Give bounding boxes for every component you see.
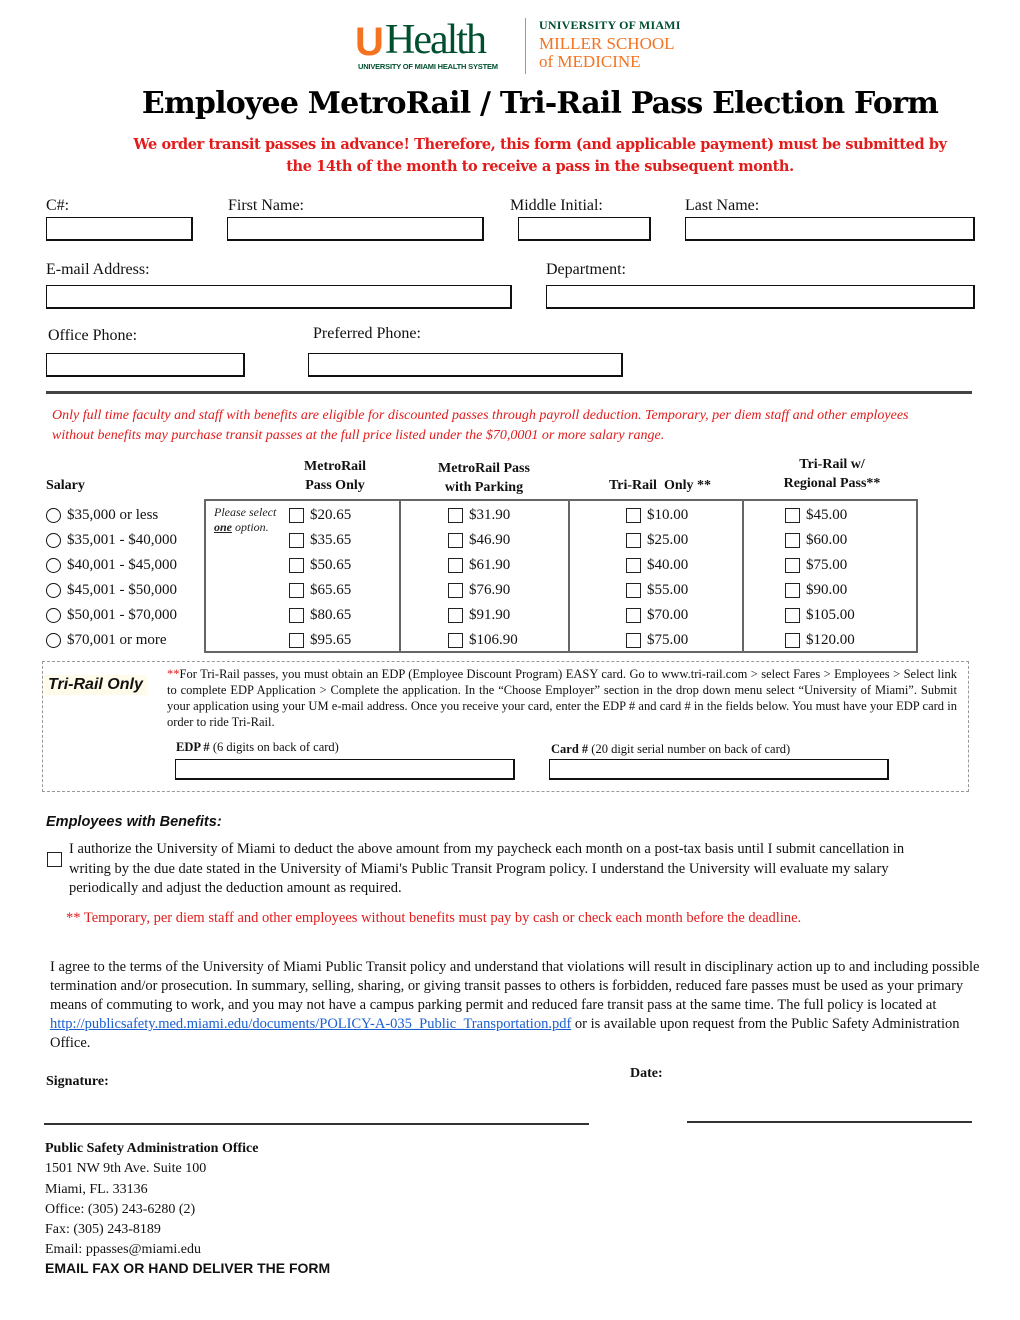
price-label: $80.65	[310, 606, 352, 623]
price-option[interactable]	[289, 505, 351, 525]
section-divider	[46, 391, 972, 394]
price-checkbox[interactable]	[289, 633, 304, 648]
col-header-line2: with Parking	[444, 480, 524, 495]
first-name-input[interactable]	[227, 217, 484, 241]
price-checkbox[interactable]	[626, 608, 641, 623]
price-label: $75.00	[806, 556, 848, 573]
trirail-asterisks: **	[167, 667, 180, 681]
u-logo-mark: U	[355, 20, 378, 64]
col-header-line2: Pass Only	[305, 478, 365, 493]
price-option[interactable]	[626, 530, 688, 550]
select-one-emphasis: one	[214, 520, 232, 534]
office-address-line2: Miami, FL. 33136	[45, 1181, 148, 1197]
price-label: $25.00	[647, 531, 689, 548]
price-option[interactable]	[448, 580, 510, 600]
card-label-rest: (20 digit serial number on back of card)	[588, 742, 791, 756]
payroll-authorization-text: I authorize the University of Miami to deduct the above amount from my paycheck each month on a post-tax basis until I submit cancellation in writing by the due date stated in the University of Miami's Public Transit Program policy. I understand the University will evaluate my salary periodically and adjust the deduction amount as required.	[69, 841, 905, 896]
price-checkbox[interactable]	[289, 508, 304, 523]
price-checkbox[interactable]	[289, 533, 304, 548]
select-one-hint	[214, 505, 276, 535]
price-option[interactable]	[289, 580, 351, 600]
logo-health-text: Health	[385, 17, 485, 63]
logo-medicine-text: of MEDICINE	[539, 52, 641, 71]
price-option[interactable]	[785, 605, 855, 625]
price-checkbox[interactable]	[289, 608, 304, 623]
trirail-only-tag: Tri-Rail Only	[44, 675, 147, 695]
select-one-hint-line1: Please select	[214, 505, 277, 519]
logo-miller-text: MILLER SCHOOL	[539, 34, 675, 53]
price-option[interactable]	[785, 580, 847, 600]
policy-link[interactable]: http://publicsafety.med.miami.edu/documents/POLICY-A-035_Public_Transportation.pdf	[50, 1016, 572, 1032]
price-checkbox[interactable]	[626, 583, 641, 598]
price-option[interactable]	[289, 630, 351, 650]
logo-health-system-text: UNIVERSITY OF MIAMI HEALTH SYSTEM	[358, 62, 498, 71]
price-label: $70.00	[647, 606, 689, 623]
policy-agreement-text-end: or is available upon request from the Public Safety Administration Office.	[50, 1016, 960, 1051]
price-label: $55.00	[647, 581, 689, 598]
col-header-metrorail-only	[270, 457, 400, 495]
price-label: $40.00	[647, 556, 689, 573]
select-one-hint-rest: option.	[232, 520, 269, 534]
office-fax: Fax: (305) 243-8189	[45, 1222, 161, 1238]
salary-option[interactable]	[46, 505, 158, 525]
price-option[interactable]	[448, 505, 510, 525]
price-checkbox[interactable]	[626, 633, 641, 648]
price-option[interactable]	[785, 530, 847, 550]
policy-agreement-text: I agree to the terms of the University of Miami Public Transit policy and understand that violations will result in disciplinary action up to and including possible termination and/or prosecution. In summary, selling, sharing, or giving transit passes to others is forbidden, reduced fare passes must be used as your primary means of commuting to work, and you may not have a campus parking permit and reduced fare transit pass at the same time. The full policy is located at	[50, 959, 980, 1013]
date-line[interactable]	[687, 1121, 972, 1123]
price-checkbox[interactable]	[785, 558, 800, 573]
department-label: Department:	[546, 261, 626, 278]
price-checkbox[interactable]	[626, 533, 641, 548]
price-checkbox[interactable]	[289, 583, 304, 598]
eligibility-notice: Only full time faculty and staff with benefits are eligible for discounted passes through payroll deduction. Temporary, per diem staff and other employees without benefits may purchase transit passes at the full price listed under the $70,0001 or more salary range.	[52, 408, 909, 443]
price-checkbox[interactable]	[448, 558, 463, 573]
column-divider	[568, 499, 570, 653]
salary-option-label: $35,000 or less	[67, 506, 159, 523]
office-phone-label: Office Phone:	[48, 327, 138, 344]
price-checkbox[interactable]	[448, 583, 463, 598]
price-option[interactable]	[785, 555, 847, 575]
salary-option[interactable]	[46, 605, 177, 625]
salary-option[interactable]	[46, 630, 167, 650]
price-checkbox[interactable]	[626, 558, 641, 573]
col-header-metrorail-parking	[414, 459, 554, 497]
salary-radio[interactable]	[46, 633, 61, 648]
col-header-trirail-only	[585, 457, 735, 495]
price-label: $31.90	[469, 506, 511, 523]
column-divider	[742, 499, 744, 653]
price-option[interactable]	[448, 605, 510, 625]
salary-radio[interactable]	[46, 558, 61, 573]
price-option[interactable]	[289, 555, 351, 575]
price-label: $10.00	[647, 506, 689, 523]
deadline-notice-line1: We order transit passes in advance! Therefore, this form (and applicable payment) must be submitted by	[133, 136, 947, 153]
price-checkbox[interactable]	[785, 508, 800, 523]
policy-agreement	[50, 958, 980, 1053]
price-checkbox[interactable]	[448, 533, 463, 548]
price-label: $75.00	[647, 631, 689, 648]
col-header-trirail-regional	[762, 455, 902, 493]
salary-option-label: $45,001 - $50,000	[67, 581, 177, 598]
price-label: $90.00	[806, 581, 848, 598]
office-name: Public Safety Administration Office	[45, 1141, 259, 1156]
price-label: $35.65	[310, 531, 352, 548]
benefits-heading: Employees with Benefits:	[46, 814, 222, 830]
office-phone-input[interactable]	[46, 353, 245, 377]
edp-label-rest: (6 digits on back of card)	[209, 740, 339, 754]
signature-line[interactable]	[44, 1123, 589, 1125]
price-option[interactable]	[626, 555, 688, 575]
last-name-input[interactable]	[685, 217, 975, 241]
col-header-line2: Regional Pass**	[783, 476, 881, 491]
price-label: $95.65	[310, 631, 352, 648]
edp-number-input[interactable]	[175, 759, 515, 780]
email-input[interactable]	[46, 285, 512, 309]
salary-radio[interactable]	[46, 508, 61, 523]
salary-radio[interactable]	[46, 583, 61, 598]
salary-header: Salary	[46, 478, 85, 493]
salary-option-label: $50,001 - $70,000	[67, 606, 177, 623]
department-input[interactable]	[546, 285, 975, 309]
col-header-line1: MetroRail	[304, 459, 366, 474]
office-email: Email: ppasses@miami.edu	[45, 1242, 201, 1258]
price-option[interactable]	[785, 505, 847, 525]
salary-option[interactable]	[46, 530, 177, 550]
salary-option-label: $40,001 - $45,000	[67, 556, 177, 573]
card-number-input[interactable]	[549, 759, 889, 780]
price-option[interactable]	[448, 630, 518, 650]
salary-radio[interactable]	[46, 608, 61, 623]
price-label: $91.90	[469, 606, 511, 623]
first-name-label: First Name:	[228, 197, 304, 214]
logo-divider	[525, 18, 526, 74]
price-option[interactable]	[448, 555, 510, 575]
price-label: $106.90	[469, 631, 518, 648]
date-label: Date:	[630, 1066, 663, 1081]
signature-label: Signature:	[46, 1074, 109, 1089]
column-divider	[399, 499, 401, 653]
logo-university-text: UNIVERSITY OF MIAMI	[539, 18, 681, 32]
price-label: $105.00	[806, 606, 855, 623]
price-label: $50.65	[310, 556, 352, 573]
price-option[interactable]	[626, 630, 688, 650]
price-option[interactable]	[289, 605, 351, 625]
price-checkbox[interactable]	[289, 558, 304, 573]
col-header-line1: Tri-Rail w/	[799, 457, 865, 472]
price-label: $76.90	[469, 581, 511, 598]
office-address-line1: 1501 NW 9th Ave. Suite 100	[45, 1161, 207, 1177]
price-label: $120.00	[806, 631, 855, 648]
salary-option-label: $70,001 or more	[67, 631, 167, 648]
price-checkbox[interactable]	[626, 508, 641, 523]
price-label: $65.65	[310, 581, 352, 598]
page-title: Employee MetroRail / Tri-Rail Pass Election Form	[141, 86, 939, 121]
salary-option-label: $35,001 - $40,000	[67, 531, 177, 548]
price-label: $20.65	[310, 506, 352, 523]
price-checkbox[interactable]	[448, 633, 463, 648]
c-number-input[interactable]	[46, 217, 193, 241]
price-label: $61.90	[469, 556, 511, 573]
temporary-staff-note: ** Temporary, per diem staff and other employees without benefits must pay by cash or check each month before the deadline.	[66, 910, 802, 926]
price-option[interactable]	[448, 530, 510, 550]
price-checkbox[interactable]	[448, 508, 463, 523]
preferred-phone-label: Preferred Phone:	[313, 325, 421, 342]
price-checkbox[interactable]	[785, 633, 800, 648]
middle-initial-input[interactable]	[518, 217, 651, 241]
price-label: $46.90	[469, 531, 511, 548]
price-option[interactable]	[626, 580, 688, 600]
office-contact-block	[45, 1139, 259, 1261]
price-checkbox[interactable]	[785, 533, 800, 548]
edp-label	[176, 740, 339, 755]
card-label-bold: Card #	[551, 742, 589, 756]
col-header-line1	[585, 457, 735, 476]
salary-radio[interactable]	[46, 533, 61, 548]
price-option[interactable]	[289, 530, 351, 550]
select-one-hint-line2	[214, 520, 276, 535]
um-health-logo	[355, 18, 695, 74]
price-checkbox[interactable]	[785, 583, 800, 598]
deadline-notice	[100, 134, 980, 178]
email-label: E-mail Address:	[46, 261, 150, 278]
deadline-notice-line2: the 14th of the month to receive a pass in the subsequent month.	[286, 158, 794, 175]
col-header-line1: MetroRail Pass	[438, 461, 530, 476]
c-number-label: C#:	[46, 197, 70, 214]
price-label: $60.00	[806, 531, 848, 548]
salary-option[interactable]	[46, 580, 177, 600]
salary-option[interactable]	[46, 555, 177, 575]
card-label	[551, 742, 790, 757]
price-checkbox[interactable]	[448, 608, 463, 623]
trirail-instructions	[167, 666, 957, 730]
price-option[interactable]	[785, 630, 855, 650]
price-option[interactable]	[626, 505, 688, 525]
preferred-phone-input[interactable]	[308, 353, 623, 377]
col-header-line2: Tri-Rail Only **	[608, 478, 712, 493]
edp-label-bold: EDP #	[176, 740, 210, 754]
payroll-authorization-checkbox[interactable]	[47, 852, 62, 867]
delivery-instruction: EMAIL FAX OR HAND DELIVER THE FORM	[45, 1260, 331, 1276]
price-option[interactable]	[626, 605, 688, 625]
office-phone: Office: (305) 243-6280 (2)	[45, 1201, 196, 1217]
price-label: $45.00	[806, 506, 848, 523]
middle-initial-label: Middle Initial:	[510, 197, 603, 214]
trirail-instructions-text: For Tri-Rail passes, you must obtain an EDP (Employee Discount Program) EASY card. Go to www.tri-rail.com > select Fares > Employees > Select link to complete EDP Application > Complete the application. In the “Choose Employer” section in the drop down menu select “University of Miami”. Submit your application using your UM e-mail address. Once you receive your card, enter the EDP # and card # in the fields below. You must have your EDP card in order to ride Tri-Rail.	[167, 667, 957, 729]
price-checkbox[interactable]	[785, 608, 800, 623]
last-name-label: Last Name:	[685, 197, 760, 214]
